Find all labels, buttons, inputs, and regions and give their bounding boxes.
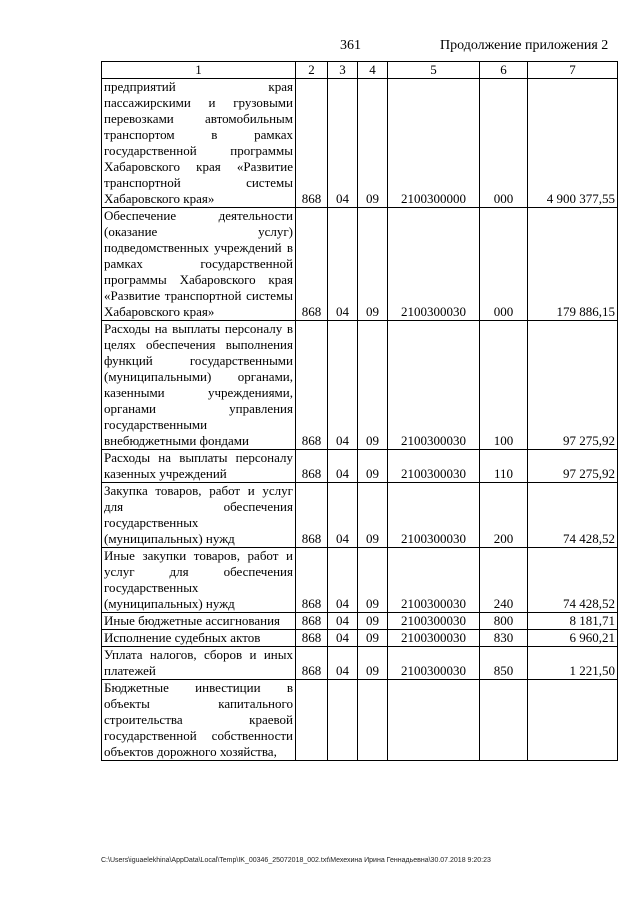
cell-expense-type: 800 (480, 613, 528, 630)
row-name: Расходы на выплаты персоналу казенных учреждений (102, 450, 296, 483)
page-number: 361 (340, 38, 361, 53)
cell-section: 04 (328, 79, 358, 208)
cell-admin-code: 868 (296, 483, 328, 548)
table-header-row (102, 62, 618, 79)
row-name: Уплата налогов, сборов и иных платежей (102, 647, 296, 680)
cell-subsection: 09 (358, 321, 388, 450)
cell-target-article: 2100300030 (388, 208, 480, 321)
row-name: Бюджетные инвестиции в объекты капитального строительства краевой государственной собственности объектов дорожного хозяйства, (102, 680, 296, 761)
cell-amount (528, 680, 618, 761)
table-row (102, 613, 618, 630)
cell-expense-type: 000 (480, 208, 528, 321)
column-header: 5 (388, 62, 480, 79)
cell-target-article: 2100300030 (388, 483, 480, 548)
column-header: 7 (528, 62, 618, 79)
cell-subsection: 09 (358, 548, 388, 613)
cell-target-article: 2100300030 (388, 548, 480, 613)
table-row (102, 79, 618, 208)
cell-amount: 74 428,52 (528, 483, 618, 548)
cell-admin-code: 868 (296, 630, 328, 647)
cell-target-article: 2100300030 (388, 450, 480, 483)
cell-amount: 179 886,15 (528, 208, 618, 321)
column-header: 2 (296, 62, 328, 79)
row-name: Иные бюджетные ассигнования (102, 613, 296, 630)
cell-admin-code: 868 (296, 321, 328, 450)
table-row (102, 647, 618, 680)
column-header: 4 (358, 62, 388, 79)
cell-target-article: 2100300000 (388, 79, 480, 208)
column-header: 3 (328, 62, 358, 79)
cell-target-article: 2100300030 (388, 613, 480, 630)
cell-amount: 97 275,92 (528, 450, 618, 483)
cell-subsection (358, 680, 388, 761)
row-name: Закупка товаров, работ и услуг для обеспечения государственных (муниципальных) нужд (102, 483, 296, 548)
table-row (102, 321, 618, 450)
cell-admin-code: 868 (296, 613, 328, 630)
cell-section (328, 680, 358, 761)
row-name: Исполнение судебных актов (102, 630, 296, 647)
table-row (102, 208, 618, 321)
cell-subsection: 09 (358, 630, 388, 647)
table-row (102, 630, 618, 647)
cell-section: 04 (328, 630, 358, 647)
cell-expense-type: 830 (480, 630, 528, 647)
cell-admin-code: 868 (296, 79, 328, 208)
cell-amount: 8 181,71 (528, 613, 618, 630)
cell-target-article: 2100300030 (388, 321, 480, 450)
cell-expense-type: 100 (480, 321, 528, 450)
cell-amount: 74 428,52 (528, 548, 618, 613)
cell-admin-code: 868 (296, 647, 328, 680)
cell-expense-type: 110 (480, 450, 528, 483)
cell-section: 04 (328, 208, 358, 321)
cell-subsection: 09 (358, 450, 388, 483)
cell-admin-code (296, 680, 328, 761)
cell-admin-code: 868 (296, 450, 328, 483)
cell-amount: 4 900 377,55 (528, 79, 618, 208)
cell-section: 04 (328, 613, 358, 630)
cell-subsection: 09 (358, 647, 388, 680)
cell-target-article: 2100300030 (388, 630, 480, 647)
file-path-footer: C:\Users\iguaelekhina\AppData\Local\Temp\IK_00346_25072018_002.txt\Мехехина Ирина Геннадьевна\30.07.2018 9:20:23 (101, 857, 491, 864)
cell-amount: 97 275,92 (528, 321, 618, 450)
cell-section: 04 (328, 548, 358, 613)
cell-subsection: 09 (358, 483, 388, 548)
cell-section: 04 (328, 647, 358, 680)
row-name: Расходы на выплаты персоналу в целях обеспечения выполнения функций государственными (муниципальными) органами, казенными учреждениями, органами управления государственными внебюджетными фондами (102, 321, 296, 450)
cell-section: 04 (328, 450, 358, 483)
cell-amount: 1 221,50 (528, 647, 618, 680)
cell-expense-type: 850 (480, 647, 528, 680)
column-header: 6 (480, 62, 528, 79)
cell-target-article: 2100300030 (388, 647, 480, 680)
cell-expense-type: 000 (480, 79, 528, 208)
row-name: Обеспечение деятельности (оказание услуг) подведомственных учреждений в рамках государственной программы Хабаровского края «Развитие транспортной системы Хабаровского края» (102, 208, 296, 321)
row-name: Иные закупки товаров, работ и услуг для обеспечения государственных (муниципальных) нужд (102, 548, 296, 613)
cell-subsection: 09 (358, 613, 388, 630)
cell-expense-type: 200 (480, 483, 528, 548)
cell-amount: 6 960,21 (528, 630, 618, 647)
cell-admin-code: 868 (296, 208, 328, 321)
table-row (102, 548, 618, 613)
row-name: предприятий края пассажирскими и грузовыми перевозками автомобильным транспортом в рамках государственной программы Хабаровского края «Развитие транспортной системы Хабаровского края» (102, 79, 296, 208)
budget-table (101, 61, 618, 761)
table-row (102, 483, 618, 548)
cell-section: 04 (328, 483, 358, 548)
cell-section: 04 (328, 321, 358, 450)
cell-target-article (388, 680, 480, 761)
table-row (102, 450, 618, 483)
cell-expense-type (480, 680, 528, 761)
cell-expense-type: 240 (480, 548, 528, 613)
cell-admin-code: 868 (296, 548, 328, 613)
table-row (102, 680, 618, 761)
column-header: 1 (102, 62, 296, 79)
continuation-label: Продолжение приложения 2 (440, 38, 609, 53)
cell-subsection: 09 (358, 79, 388, 208)
cell-subsection: 09 (358, 208, 388, 321)
